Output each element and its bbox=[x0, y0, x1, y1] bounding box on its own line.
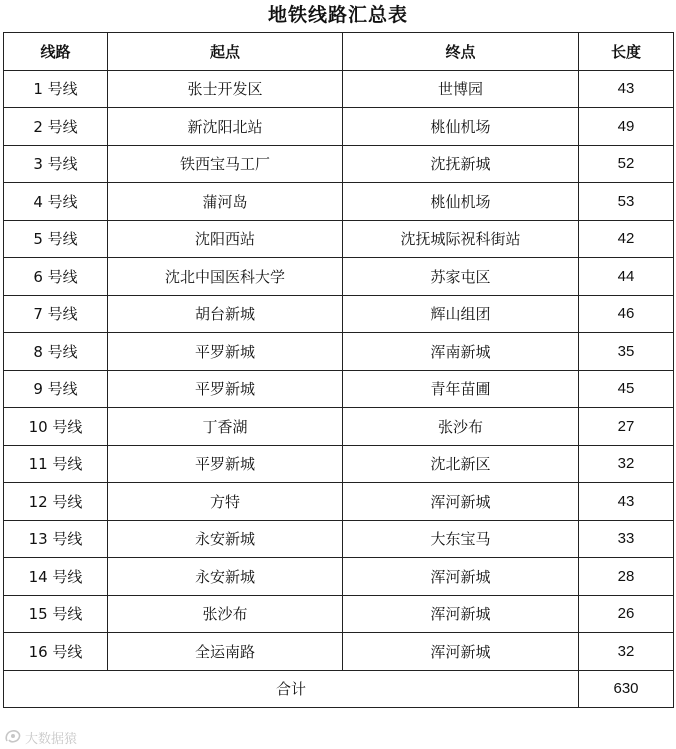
cell-end: 桃仙机场 bbox=[343, 183, 579, 221]
cell-start: 胡台新城 bbox=[108, 295, 343, 333]
cell-line: 7 号线 bbox=[4, 295, 108, 333]
cell-end: 世博园 bbox=[343, 70, 579, 108]
cell-length: 44 bbox=[579, 258, 674, 296]
cell-line: 16 号线 bbox=[4, 633, 108, 671]
table-row bbox=[4, 558, 674, 596]
table-row bbox=[4, 295, 674, 333]
table-row bbox=[4, 408, 674, 446]
cell-end: 沈北新区 bbox=[343, 445, 579, 483]
cell-line: 8 号线 bbox=[4, 333, 108, 371]
cell-line: 9 号线 bbox=[4, 370, 108, 408]
cell-length: 27 bbox=[579, 408, 674, 446]
cell-line: 13 号线 bbox=[4, 520, 108, 558]
cell-line: 10 号线 bbox=[4, 408, 108, 446]
cell-length: 26 bbox=[579, 595, 674, 633]
cell-end: 浑河新城 bbox=[343, 558, 579, 596]
cell-end: 浑河新城 bbox=[343, 633, 579, 671]
table-row bbox=[4, 520, 674, 558]
table-row bbox=[4, 595, 674, 633]
cell-line: 6 号线 bbox=[4, 258, 108, 296]
cell-length: 43 bbox=[579, 70, 674, 108]
table-row bbox=[4, 333, 674, 371]
table-row bbox=[4, 183, 674, 221]
cell-start: 沈北中国医科大学 bbox=[108, 258, 343, 296]
table-row bbox=[4, 445, 674, 483]
header-length: 长度 bbox=[579, 33, 674, 71]
cell-length: 33 bbox=[579, 520, 674, 558]
cell-line: 1 号线 bbox=[4, 70, 108, 108]
cell-start: 平罗新城 bbox=[108, 370, 343, 408]
cell-start: 张士开发区 bbox=[108, 70, 343, 108]
cell-start: 新沈阳北站 bbox=[108, 108, 343, 146]
table-row bbox=[4, 108, 674, 146]
cell-start: 永安新城 bbox=[108, 520, 343, 558]
cell-length: 46 bbox=[579, 295, 674, 333]
cell-end: 苏家屯区 bbox=[343, 258, 579, 296]
cell-end: 沈抚城际祝科街站 bbox=[343, 220, 579, 258]
cell-line: 15 号线 bbox=[4, 595, 108, 633]
cell-start: 方特 bbox=[108, 483, 343, 521]
cell-end: 浑河新城 bbox=[343, 595, 579, 633]
cell-end: 张沙布 bbox=[343, 408, 579, 446]
total-row bbox=[4, 670, 674, 708]
total-label: 合计 bbox=[4, 670, 579, 708]
table-row bbox=[4, 483, 674, 521]
cell-start: 铁西宝马工厂 bbox=[108, 145, 343, 183]
cell-length: 42 bbox=[579, 220, 674, 258]
cell-start: 永安新城 bbox=[108, 558, 343, 596]
cell-end: 沈抚新城 bbox=[343, 145, 579, 183]
cell-end: 桃仙机场 bbox=[343, 108, 579, 146]
table-row bbox=[4, 258, 674, 296]
header-row bbox=[4, 33, 674, 71]
cell-length: 53 bbox=[579, 183, 674, 221]
cell-end: 浑南新城 bbox=[343, 333, 579, 371]
watermark bbox=[4, 727, 77, 747]
table-body bbox=[4, 70, 674, 670]
cell-start: 全运南路 bbox=[108, 633, 343, 671]
cell-length: 52 bbox=[579, 145, 674, 183]
page-title: 地铁线路汇总表 bbox=[267, 4, 408, 26]
cell-end: 辉山组团 bbox=[343, 295, 579, 333]
cell-length: 28 bbox=[579, 558, 674, 596]
cell-start: 蒲河岛 bbox=[108, 183, 343, 221]
cell-line: 4 号线 bbox=[4, 183, 108, 221]
cell-start: 平罗新城 bbox=[108, 445, 343, 483]
header-line: 线路 bbox=[4, 33, 108, 71]
cell-length: 32 bbox=[579, 445, 674, 483]
cell-end: 青年苗圃 bbox=[343, 370, 579, 408]
header-start: 起点 bbox=[108, 33, 343, 71]
cell-start: 张沙布 bbox=[108, 595, 343, 633]
table-row bbox=[4, 370, 674, 408]
header-end: 终点 bbox=[343, 33, 579, 71]
cell-line: 14 号线 bbox=[4, 558, 108, 596]
cell-end: 大东宝马 bbox=[343, 520, 579, 558]
watermark-logo-icon bbox=[4, 729, 22, 745]
table-row bbox=[4, 220, 674, 258]
cell-length: 45 bbox=[579, 370, 674, 408]
table-row bbox=[4, 633, 674, 671]
cell-end: 浑河新城 bbox=[343, 483, 579, 521]
table-row bbox=[4, 70, 674, 108]
watermark-text: 大数据猿 bbox=[25, 731, 78, 747]
cell-line: 5 号线 bbox=[4, 220, 108, 258]
subway-summary-table bbox=[3, 32, 674, 708]
cell-length: 32 bbox=[579, 633, 674, 671]
cell-line: 3 号线 bbox=[4, 145, 108, 183]
cell-length: 35 bbox=[579, 333, 674, 371]
table-row bbox=[4, 145, 674, 183]
cell-start: 平罗新城 bbox=[108, 333, 343, 371]
cell-line: 12 号线 bbox=[4, 483, 108, 521]
cell-length: 43 bbox=[579, 483, 674, 521]
cell-length: 49 bbox=[579, 108, 674, 146]
cell-line: 2 号线 bbox=[4, 108, 108, 146]
cell-start: 沈阳西站 bbox=[108, 220, 343, 258]
cell-start: 丁香湖 bbox=[108, 408, 343, 446]
cell-line: 11 号线 bbox=[4, 445, 108, 483]
total-value: 630 bbox=[579, 670, 674, 708]
